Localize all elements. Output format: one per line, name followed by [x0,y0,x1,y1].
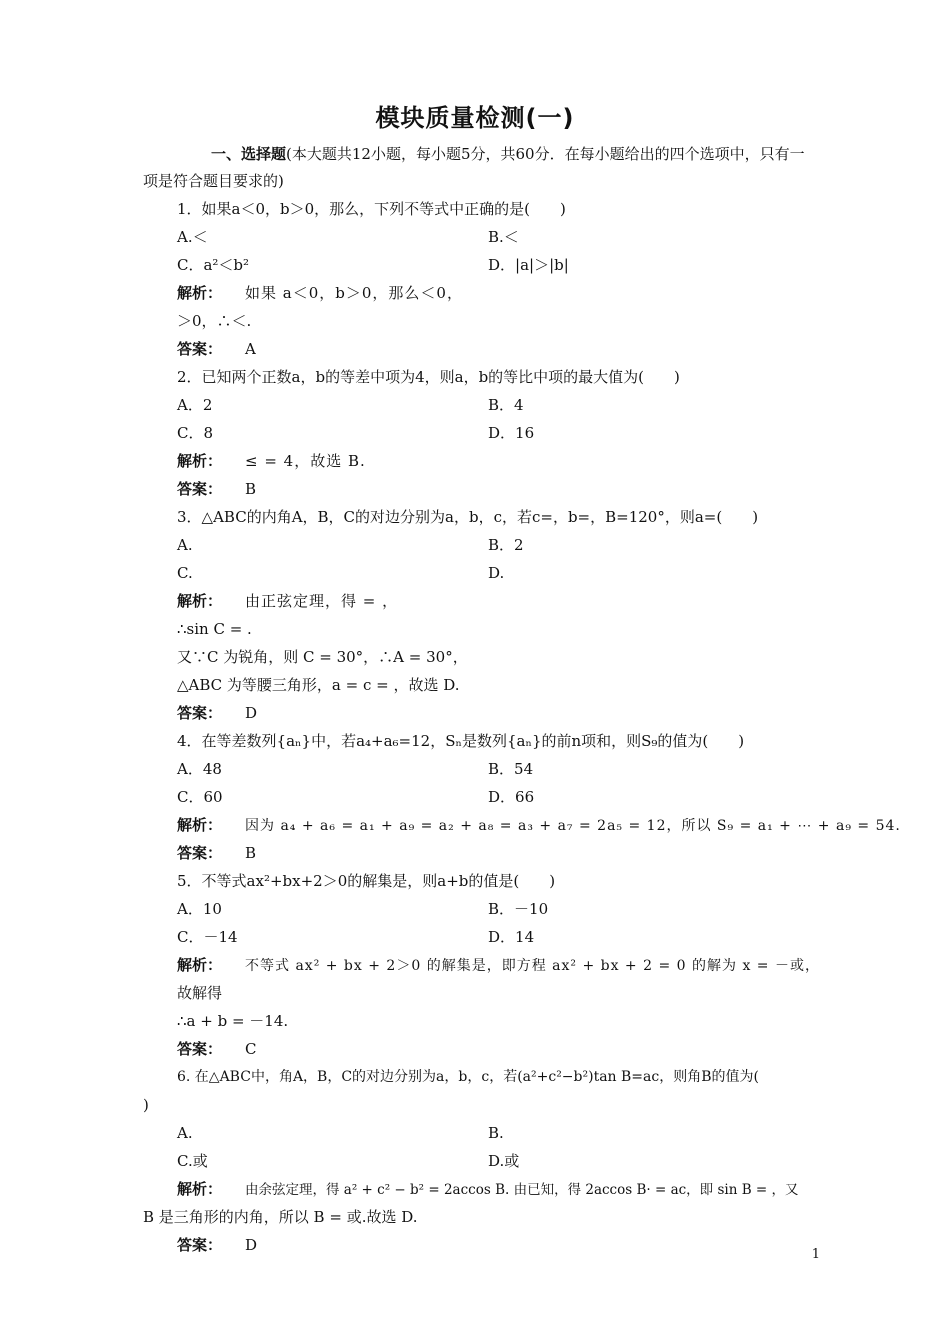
question-1-option-d: D．|a|＞|b| [488,256,569,274]
question-5-analysis-cont-1: 故解得 [177,984,223,1002]
question-5-option-a: A．10 [177,900,222,918]
question-1-option-b: B.＜ [488,228,519,246]
question-3-analysis-cont-3: △ABC 为等腰三角形，a = c = ，故选 D. [177,676,460,694]
content-body [143,141,901,1259]
question-1-answer [143,335,808,363]
question-3-options-row-2 [143,559,808,587]
answer-label: 答案： [177,1040,223,1058]
question-4-option-b: B．54 [488,760,534,778]
question-2-options-row-1 [143,391,808,419]
question-3-option-a: A. [177,536,193,554]
question-2-option-b: B．4 [488,396,524,414]
question-1-option-a: A.＜ [177,228,208,246]
analysis-text: ≤ = 4，故选 B. [245,452,366,470]
question-4-option-d: D．66 [488,788,535,806]
analysis-text: 由余弦定理，得 a² + c² − b² = 2accos B. 由已知，得 2accos B· = ac，即 sin B = ，又 [245,1182,799,1198]
answer-value: B [245,480,257,498]
question-6-stem-cont: ) [143,1096,149,1114]
analysis-text: 如果 a＜0，b＞0，那么＜0， [245,284,463,302]
analysis-text: 因为 a₄ + a₆ = a₁ + a₉ = a₂ + a₈ = a₃ + a₇ = 2a₅ = 12，所以 S₉ = a₁ + ⋯ + a₉ = 54. [245,818,901,834]
question-5-answer [143,1035,808,1063]
question-6-options-row-1 [143,1119,808,1147]
question-4-options-row-1 [143,755,808,783]
question-2-analysis [143,447,808,475]
question-5-option-c: C．－14 [177,928,238,946]
question-4-analysis [143,811,901,839]
answer-value: A [245,340,256,358]
answer-value: D [245,704,258,722]
answer-label: 答案： [177,1236,223,1254]
analysis-label: 解析： [177,1180,223,1198]
question-6-option-a: A. [177,1124,193,1142]
answer-value: D [245,1236,258,1254]
question-5-stem: 5．不等式ax²+bx+2＞0的解集是，则a+b的值是( ) [177,872,556,890]
section-intro [143,141,808,195]
question-3-analysis-cont-2: 又∵C 为锐角，则 C = 30°，∴A = 30°， [177,648,468,666]
question-6-answer [143,1231,808,1259]
question-3-option-b: B．2 [488,536,524,554]
question-6-analysis [143,1175,808,1203]
question-2-answer [143,475,808,503]
question-4-stem: 4．在等差数列{aₙ}中，若a₄+a₆=12，Sₙ是数列{aₙ}的前n项和，则S₉的值为( ) [177,732,745,750]
question-1-options-row-2 [143,251,808,279]
analysis-label: 解析： [177,956,223,974]
question-3-analysis-cont-1: ∴sin C = . [177,620,252,638]
section-heading: 一、选择题 [211,145,287,163]
question-6-option-c: C.或 [177,1152,208,1170]
question-3-answer [143,699,808,727]
question-5-option-d: D．14 [488,928,535,946]
answer-label: 答案： [177,844,223,862]
question-2-option-d: D．16 [488,424,535,442]
analysis-text: 不等式 ax² + bx + 2＞0 的解集是，即方程 ax² + bx + 2 = 0 的解为 x = －或， [245,958,820,974]
question-6-options-row-2 [143,1147,808,1175]
question-3-option-d: D. [488,564,505,582]
question-4-option-a: A．48 [177,760,222,778]
answer-value: C [245,1040,257,1058]
question-5-option-b: B．－10 [488,900,549,918]
analysis-text: 由正弦定理，得 = ， [245,592,399,610]
analysis-label: 解析： [177,284,223,302]
page-number: 1 [811,1247,820,1262]
answer-label: 答案： [177,704,223,722]
question-5-analysis-cont-2: ∴a + b = －14. [177,1012,289,1030]
question-6-analysis-cont: B 是三角形的内角，所以 B = 或.故选 D. [143,1208,418,1226]
question-1-stem: 1．如果a＜0，b＞0，那么，下列不等式中正确的是( ) [177,200,566,218]
question-5-options-row-2 [143,923,808,951]
answer-label: 答案： [177,340,223,358]
question-5-options-row-1 [143,895,808,923]
question-4-option-c: C．60 [177,788,223,806]
question-3-stem: 3．△ABC的内角A，B，C的对边分别为a，b，c，若c=，b=，B=120°，则a=( ) [177,508,759,526]
question-6-option-d: D.或 [488,1152,520,1170]
question-2-option-c: C．8 [177,424,214,442]
question-4-options-row-2 [143,783,808,811]
section-instructions: (本大题共12小题，每小题5分，共60分．在每小题给出的四个选项中，只有一项是符合题目要求的) [143,145,805,190]
analysis-label: 解析： [177,816,223,834]
analysis-label: 解析： [177,592,223,610]
answer-value: B [245,844,257,862]
question-5-analysis [143,951,820,979]
question-3-options-row-1 [143,531,808,559]
question-3-option-c: C. [177,564,193,582]
question-6-option-b: B. [488,1124,504,1142]
question-1-options-row-1 [143,223,808,251]
question-6-stem: 6. 在△ABC中，角A，B，C的对边分别为a，b，c，若(a²+c²−b²)tan B=ac，则角B的值为( [177,1069,759,1085]
analysis-label: 解析： [177,452,223,470]
question-1-analysis-cont: ＞0，∴＜. [177,312,252,330]
answer-label: 答案： [177,480,223,498]
question-2-options-row-2 [143,419,808,447]
question-1-analysis [143,279,808,307]
question-1-option-c: C．a²＜b² [177,256,250,274]
question-2-stem: 2．已知两个正数a，b的等差中项为4，则a，b的等比中项的最大值为( ) [177,368,680,386]
question-3-analysis [143,587,808,615]
question-2-option-a: A．2 [177,396,213,414]
question-4-answer [143,839,808,867]
page-title: 模块质量检测(一) [375,104,575,132]
